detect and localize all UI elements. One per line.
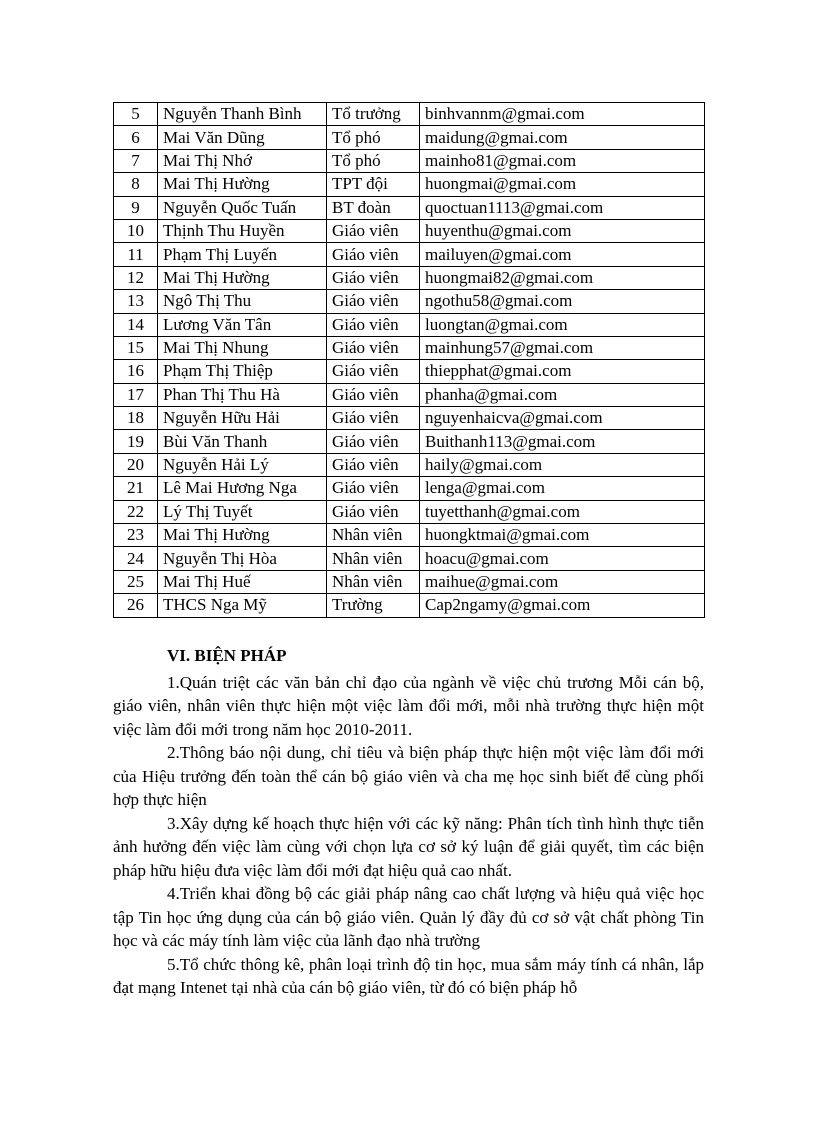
row-name: Lương Văn Tân	[158, 313, 327, 336]
row-name: Nguyễn Hải Lý	[158, 453, 327, 476]
row-role: Tổ trưởng	[327, 103, 420, 126]
row-role: Giáo viên	[327, 477, 420, 500]
row-role: Giáo viên	[327, 266, 420, 289]
table-row	[114, 547, 705, 570]
table-row	[114, 243, 705, 266]
row-email: maidung@gmai.com	[420, 126, 705, 149]
row-number: 20	[114, 453, 158, 476]
row-name: Mai Thị Nhung	[158, 336, 327, 359]
row-number: 15	[114, 336, 158, 359]
table-row	[114, 313, 705, 336]
row-email: phanha@gmai.com	[420, 383, 705, 406]
measures-section	[113, 644, 704, 1000]
row-name: Thịnh Thu Huyền	[158, 219, 327, 242]
row-number: 11	[114, 243, 158, 266]
row-number: 18	[114, 407, 158, 430]
row-role: Giáo viên	[327, 243, 420, 266]
row-role: BT đoàn	[327, 196, 420, 219]
row-name: Mai Thị Hường	[158, 524, 327, 547]
row-number: 17	[114, 383, 158, 406]
row-number: 21	[114, 477, 158, 500]
staff-table-body	[114, 103, 705, 618]
row-role: Giáo viên	[327, 383, 420, 406]
row-name: Phạm Thị Thiệp	[158, 360, 327, 383]
row-role: Trường	[327, 594, 420, 617]
row-email: huongmai82@gmai.com	[420, 266, 705, 289]
row-email: quoctuan1113@gmai.com	[420, 196, 705, 219]
table-row	[114, 196, 705, 219]
row-role: Giáo viên	[327, 453, 420, 476]
section-heading: VI. BIỆN PHÁP	[167, 646, 287, 665]
table-row	[114, 430, 705, 453]
table-row	[114, 103, 705, 126]
row-email: ngothu58@gmai.com	[420, 290, 705, 313]
row-name: Lê Mai Hương Nga	[158, 477, 327, 500]
row-number: 10	[114, 219, 158, 242]
table-row	[114, 407, 705, 430]
row-name: Mai Thị Hường	[158, 173, 327, 196]
table-row	[114, 173, 705, 196]
row-name: Ngô Thị Thu	[158, 290, 327, 313]
row-name: Mai Thị Nhớ	[158, 149, 327, 172]
row-name: Mai Thị Hường	[158, 266, 327, 289]
row-email: tuyetthanh@gmai.com	[420, 500, 705, 523]
row-email: hoacu@gmai.com	[420, 547, 705, 570]
row-role: Giáo viên	[327, 360, 420, 383]
row-email: nguyenhaicva@gmai.com	[420, 407, 705, 430]
row-number: 24	[114, 547, 158, 570]
table-row	[114, 266, 705, 289]
row-email: mailuyen@gmai.com	[420, 243, 705, 266]
row-number: 8	[114, 173, 158, 196]
row-number: 26	[114, 594, 158, 617]
row-role: Nhân viên	[327, 547, 420, 570]
row-email: huyenthu@gmai.com	[420, 219, 705, 242]
row-number: 22	[114, 500, 158, 523]
paragraph-4: 4.Triển khai đồng bộ các giải pháp nâng cao chất lượng và hiệu quả việc học tập Tin học ứng dụng của cán bộ giáo viên. Quản lý đầy đủ cơ sở vật chất phòng Tin học và các máy tính làm việc của lãnh đạo nhà trường	[113, 884, 704, 950]
paragraph-5: 5.Tổ chức thông kê, phân loại trình độ tin học, mua sắm máy tính cá nhân, lắp đạt mạng Intenet tại nhà của cán bộ giáo viên, từ đó có biện pháp hỗ	[113, 954, 704, 997]
table-row	[114, 500, 705, 523]
row-role: Nhân viên	[327, 570, 420, 593]
table-row	[114, 149, 705, 172]
row-number: 14	[114, 313, 158, 336]
row-name: Nguyễn Thị Hòa	[158, 547, 327, 570]
row-role: Tổ phó	[327, 149, 420, 172]
staff-email-table	[113, 102, 705, 618]
row-number: 9	[114, 196, 158, 219]
row-name: Phan Thị Thu Hà	[158, 383, 327, 406]
row-name: Nguyễn Quốc Tuấn	[158, 196, 327, 219]
row-name: Nguyễn Thanh Bình	[158, 103, 327, 126]
table-row	[114, 219, 705, 242]
row-name: Mai Văn Dũng	[158, 126, 327, 149]
row-role: Tổ phó	[327, 126, 420, 149]
row-role: TPT đội	[327, 173, 420, 196]
table-row	[114, 477, 705, 500]
row-role: Nhân viên	[327, 524, 420, 547]
row-email: lenga@gmai.com	[420, 477, 705, 500]
row-name: Phạm Thị Luyến	[158, 243, 327, 266]
paragraph-1: 1.Quán triệt các văn bản chỉ đạo của ngành về việc chủ trương Mỗi cán bộ, giáo viên, nhân viên thực hiện một việc làm đổi mới, mỗi nhà trường thực hiện một việc làm đổi mới trong năm học 2010-2011.	[113, 672, 704, 739]
row-email: maihue@gmai.com	[420, 570, 705, 593]
row-name: Bùi Văn Thanh	[158, 430, 327, 453]
row-number: 16	[114, 360, 158, 383]
row-email: huongktmai@gmai.com	[420, 524, 705, 547]
row-role: Giáo viên	[327, 407, 420, 430]
table-row	[114, 290, 705, 313]
row-email: mainho81@gmai.com	[420, 149, 705, 172]
table-row	[114, 594, 705, 617]
row-name: Mai Thị Huế	[158, 570, 327, 593]
row-number: 6	[114, 126, 158, 149]
paragraph-2: 2.Thông báo nội dung, chỉ tiêu và biện pháp thực hiện một việc làm đổi mới của Hiệu trưởng đến toàn thể cán bộ giáo viên và cha mẹ học sinh biết để cùng phối hợp thực hiện	[113, 743, 704, 809]
row-role: Giáo viên	[327, 336, 420, 359]
row-name: Nguyễn Hữu Hải	[158, 407, 327, 430]
table-row	[114, 336, 705, 359]
row-number: 12	[114, 266, 158, 289]
row-email: thiepphat@gmai.com	[420, 360, 705, 383]
table-row	[114, 383, 705, 406]
row-email: mainhung57@gmai.com	[420, 336, 705, 359]
row-name: THCS Nga Mỹ	[158, 594, 327, 617]
row-role: Giáo viên	[327, 219, 420, 242]
row-email: Buithanh113@gmai.com	[420, 430, 705, 453]
row-role: Giáo viên	[327, 500, 420, 523]
row-email: huongmai@gmai.com	[420, 173, 705, 196]
row-role: Giáo viên	[327, 313, 420, 336]
row-number: 5	[114, 103, 158, 126]
row-number: 25	[114, 570, 158, 593]
row-email: Cap2ngamy@gmai.com	[420, 594, 705, 617]
row-number: 7	[114, 149, 158, 172]
paragraph-3: 3.Xây dựng kế hoạch thực hiện với các kỹ năng: Phân tích tình hình thực tiễn ảnh hưởng đến việc làm cùng với chọn lựa cơ sở ký luận để giải quyết, tìm các biện pháp hữu hiệu đưa việc làm đổi mới đạt hiệu quả cao nhất.	[113, 813, 704, 880]
row-email: binhvannm@gmai.com	[420, 103, 705, 126]
row-name: Lý Thị Tuyết	[158, 500, 327, 523]
row-number: 23	[114, 524, 158, 547]
table-row	[114, 524, 705, 547]
row-number: 19	[114, 430, 158, 453]
row-role: Giáo viên	[327, 290, 420, 313]
table-row	[114, 360, 705, 383]
table-row	[114, 453, 705, 476]
row-email: haily@gmai.com	[420, 453, 705, 476]
row-email: luongtan@gmai.com	[420, 313, 705, 336]
table-row	[114, 570, 705, 593]
row-number: 13	[114, 290, 158, 313]
table-row	[114, 126, 705, 149]
row-role: Giáo viên	[327, 430, 420, 453]
